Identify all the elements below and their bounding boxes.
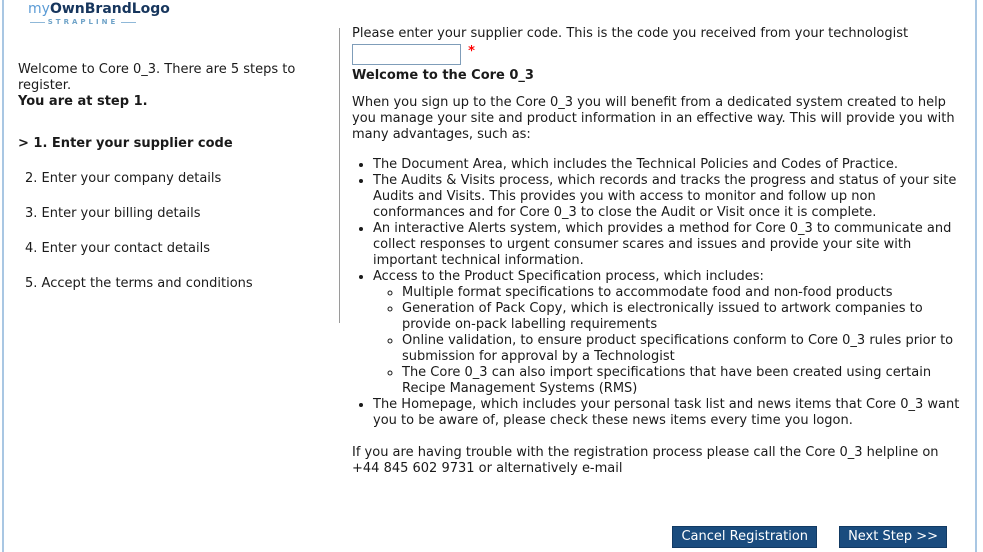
list-item: • An interactive Alerts system, which provides a method for Core 0_3 to communicate and collect responses to urgent consumer scares and issues and provide your site with important technical information. <box>373 221 962 269</box>
supplier-code-input[interactable] <box>352 44 461 65</box>
page-right-border <box>975 0 977 552</box>
list-item-lead: Access to the Product Specification process, which includes: <box>373 269 764 284</box>
supplier-code-row <box>352 44 962 66</box>
list-item: • The Document Area, which includes the Technical Policies and Codes of Practice. <box>373 157 962 173</box>
helpline-paragraph: If you are having trouble with the registration process please call the Core 0_3 helpline on +44 845 602 9731 or alternatively e-mail <box>352 445 939 476</box>
sidebar-step-3: 3. Enter your billing details <box>25 206 201 221</box>
next-step-button[interactable]: Next Step >> <box>839 526 947 548</box>
sub-list-item: ◦ Online validation, to ensure product specifications conform to Core 0_3 rules prior to submission for approval by a Technologist <box>402 333 962 365</box>
product-spec-sublist <box>373 285 962 397</box>
sidebar-intro-line1: Welcome to Core 0_3. There are 5 steps to register. <box>18 62 296 93</box>
supplier-code-prompt: Please enter your supplier code. This is the code you received from your technologist <box>352 26 909 41</box>
brand-logo-prefix: my <box>28 1 50 17</box>
main-content <box>352 26 962 477</box>
required-asterisk: * <box>468 44 475 59</box>
sidebar-content-divider <box>339 28 340 323</box>
intro-paragraph: When you sign up to the Core 0_3 you will benefit from a dedicated system created to help you manage your site and product information in an effective way. This will provide you with many advantages, such as: <box>352 95 955 142</box>
strapline-label: STRAPLINE <box>47 18 119 26</box>
footer-buttons <box>672 526 947 548</box>
brand-logo-text <box>28 1 170 17</box>
cancel-registration-button[interactable]: Cancel Registration <box>672 526 817 548</box>
strapline-dash-left <box>30 22 45 23</box>
list-item: • The Homepage, which includes your personal task list and news items that Core 0_3 want you to be aware of, please check these news items every time you logon. <box>373 397 962 429</box>
sidebar-intro-line2: You are at step 1. <box>18 94 148 109</box>
brand-strapline <box>28 18 138 26</box>
sidebar-step-4: 4. Enter your contact details <box>25 241 211 256</box>
brand-logo <box>28 1 170 26</box>
list-item <box>373 269 962 397</box>
list-item: • The Audits & Visits process, which records and tracks the progress and status of your site Audits and Visits. This provides you with access to monitor and follow up non conformances and for Core 0_3 to close the Audit or Visit once it is complete. <box>373 173 962 221</box>
benefits-list <box>352 157 962 429</box>
strapline-dash-right <box>121 22 136 23</box>
brand-logo-name: OwnBrandLogo <box>49 1 170 17</box>
sidebar-step-2: 2. Enter your company details <box>25 171 222 186</box>
welcome-heading: Welcome to the Core 0_3 <box>352 68 534 83</box>
sub-list-item: ◦ Multiple format specifications to accommodate food and non-food products <box>402 285 962 301</box>
sub-list-item: ◦ Generation of Pack Copy, which is electronically issued to artwork companies to provide on-pack labelling requirements <box>402 301 962 333</box>
sidebar-step-5: 5. Accept the terms and conditions <box>25 276 253 291</box>
page-left-border <box>2 0 4 552</box>
registration-steps-sidebar <box>18 62 326 292</box>
sidebar-step-1-current: > 1. Enter your supplier code <box>18 136 233 151</box>
sub-list-item: ◦ The Core 0_3 can also import specifications that have been created using certain Recipe Management Systems (RMS) <box>402 365 962 397</box>
